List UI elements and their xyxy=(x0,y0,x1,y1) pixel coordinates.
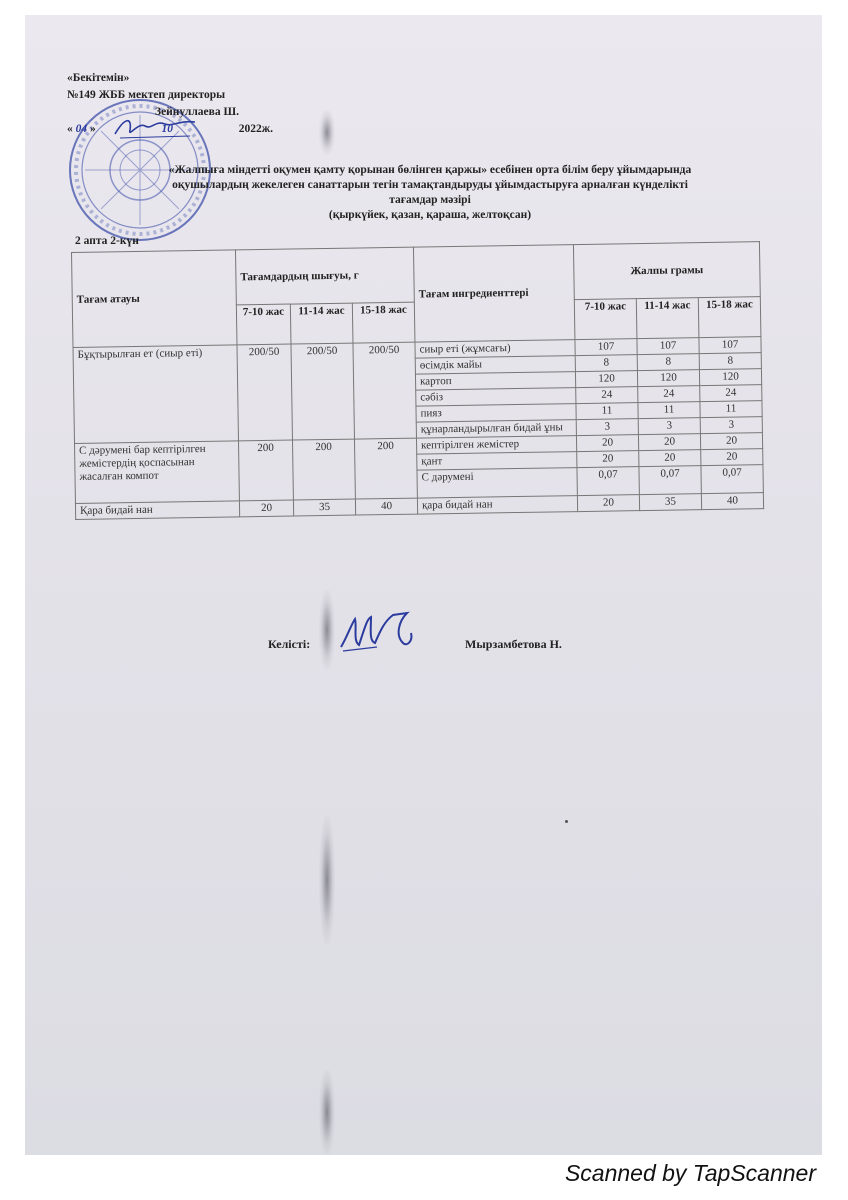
yield-age-15-18: 15-18 жас xyxy=(352,302,415,343)
scan-streak xyxy=(319,1070,335,1155)
ingredient-grams: 120 xyxy=(699,369,761,386)
ingredient-name: сәбіз xyxy=(416,388,576,407)
ingredient-grams: 8 xyxy=(699,353,761,370)
dish-yield: 200 xyxy=(292,439,355,500)
total-age-7-10: 7-10 жас xyxy=(574,299,637,340)
ingredient-grams: 20 xyxy=(577,495,639,512)
agreed-signature xyxy=(337,607,417,657)
total-age-15-18: 15-18 жас xyxy=(698,297,761,338)
ingredient-grams: 20 xyxy=(639,450,701,467)
scan-streak xyxy=(319,590,335,670)
date-close-quote: » xyxy=(90,123,96,135)
ingredient-grams: 120 xyxy=(575,371,637,388)
ingredient-grams: 3 xyxy=(638,418,700,435)
director-name: Зейнуллаева Ш. xyxy=(155,106,239,118)
dish-yield: 20 xyxy=(239,500,293,517)
ingredient-name: картоп xyxy=(415,372,575,391)
ink-speck xyxy=(565,820,568,823)
ingredient-grams: 24 xyxy=(700,385,762,402)
ingredient-name: өсімдік майы xyxy=(415,356,575,375)
dish-name: С дәрумені бар кептірілген жемістердің қоспасынан жасалған компот xyxy=(75,441,240,504)
ingredient-grams: 20 xyxy=(576,435,638,452)
total-age-11-14: 11-14 жас xyxy=(636,298,699,339)
dish-yield: 200/50 xyxy=(291,343,355,440)
ingredient-grams: 0,07 xyxy=(701,465,763,494)
ingredient-name: сиыр еті (жұмсағы) xyxy=(415,340,575,359)
ingredient-grams: 107 xyxy=(575,339,637,356)
ingredient-grams: 11 xyxy=(638,402,700,419)
dish-name: Қара бидай нан xyxy=(75,501,239,520)
ingredient-grams: 120 xyxy=(637,370,699,387)
ingredient-grams: 3 xyxy=(700,417,762,434)
ingredient-grams: 20 xyxy=(701,449,763,466)
header-yield: Тағамдардың шығуы, г xyxy=(235,247,414,305)
ingredient-grams: 35 xyxy=(639,494,701,511)
ingredient-grams: 11 xyxy=(700,401,762,418)
ingredient-name: қант xyxy=(417,452,577,471)
ingredient-name: қара бидай нан xyxy=(417,496,577,515)
ingredient-grams: 107 xyxy=(699,337,761,354)
dish-yield: 40 xyxy=(355,498,417,515)
ingredient-grams: 107 xyxy=(637,338,699,355)
director-signature xyxy=(110,112,200,142)
dish-yield: 200 xyxy=(238,440,293,501)
date-day: 04 xyxy=(75,123,88,135)
dish-yield: 35 xyxy=(293,499,355,516)
date-open-quote: « xyxy=(67,123,73,135)
header-ingredients: Тағам ингредиенттері xyxy=(413,245,574,343)
title-line-2: оқушылардың жекелеген санаттарын тегін тамақтандыруды ұйымдастыруға арналған күнделікті xyxy=(172,179,688,191)
ingredient-grams: 20 xyxy=(638,434,700,451)
ingredient-grams: 24 xyxy=(576,387,638,404)
date-year: 2022ж. xyxy=(238,123,273,135)
ingredient-grams: 0,07 xyxy=(577,467,639,496)
title-line-4: (қыркүйек, қазан, қараша, желтоқсан) xyxy=(328,209,532,221)
agreed-name: Мырзамбетова Н. xyxy=(465,637,562,651)
ingredient-grams: 0,07 xyxy=(639,466,701,495)
ingredient-grams: 11 xyxy=(576,403,638,420)
ingredient-grams: 8 xyxy=(637,354,699,371)
ingredient-grams: 40 xyxy=(701,493,763,510)
title-line-3: тағамдар мәзірі xyxy=(389,194,471,206)
scan-streak xyxy=(319,815,335,945)
ingredient-name: кептірілген жемістер xyxy=(416,436,576,455)
dish-yield: 200/50 xyxy=(353,342,417,439)
header-total: Жалпы грамы xyxy=(573,242,760,300)
approve-label: «Бекітемін» xyxy=(67,72,130,84)
menu-title xyxy=(70,163,790,223)
director-title: №149 ЖББ мектеп директоры xyxy=(67,89,226,101)
header-dish: Тағам атауы xyxy=(72,250,237,348)
ingredient-grams: 24 xyxy=(638,386,700,403)
ingredient-name: С дәрумені xyxy=(417,468,577,499)
scanned-sheet xyxy=(25,15,822,1155)
ingredient-grams: 20 xyxy=(700,433,762,450)
yield-age-7-10: 7-10 жас xyxy=(236,304,291,345)
dish-yield: 200/50 xyxy=(237,344,293,441)
ingredient-grams: 3 xyxy=(576,419,638,436)
date-month: 10 xyxy=(161,123,173,135)
ingredient-name: пияз xyxy=(416,404,576,423)
dish-name: Бұқтырылған ет (сиыр еті) xyxy=(73,345,238,444)
agreed-label: Келісті: xyxy=(268,637,311,651)
week-day-label: 2 апта 2-күн xyxy=(75,235,139,247)
title-line-1: «Жалпыға міндетті оқумен қамту қорынан бөлінген қаржы» есебінен орта білім беру ұйымдарында xyxy=(168,164,692,176)
menu-table xyxy=(71,241,764,520)
ingredient-grams: 8 xyxy=(575,355,637,372)
ingredient-name: құнарландырылған бидай ұны xyxy=(416,420,576,439)
yield-age-11-14: 11-14 жас xyxy=(290,303,353,344)
scanner-watermark: Scanned by TapScanner xyxy=(564,1160,816,1186)
dish-yield: 200 xyxy=(354,438,417,499)
ingredient-grams: 20 xyxy=(577,451,639,468)
